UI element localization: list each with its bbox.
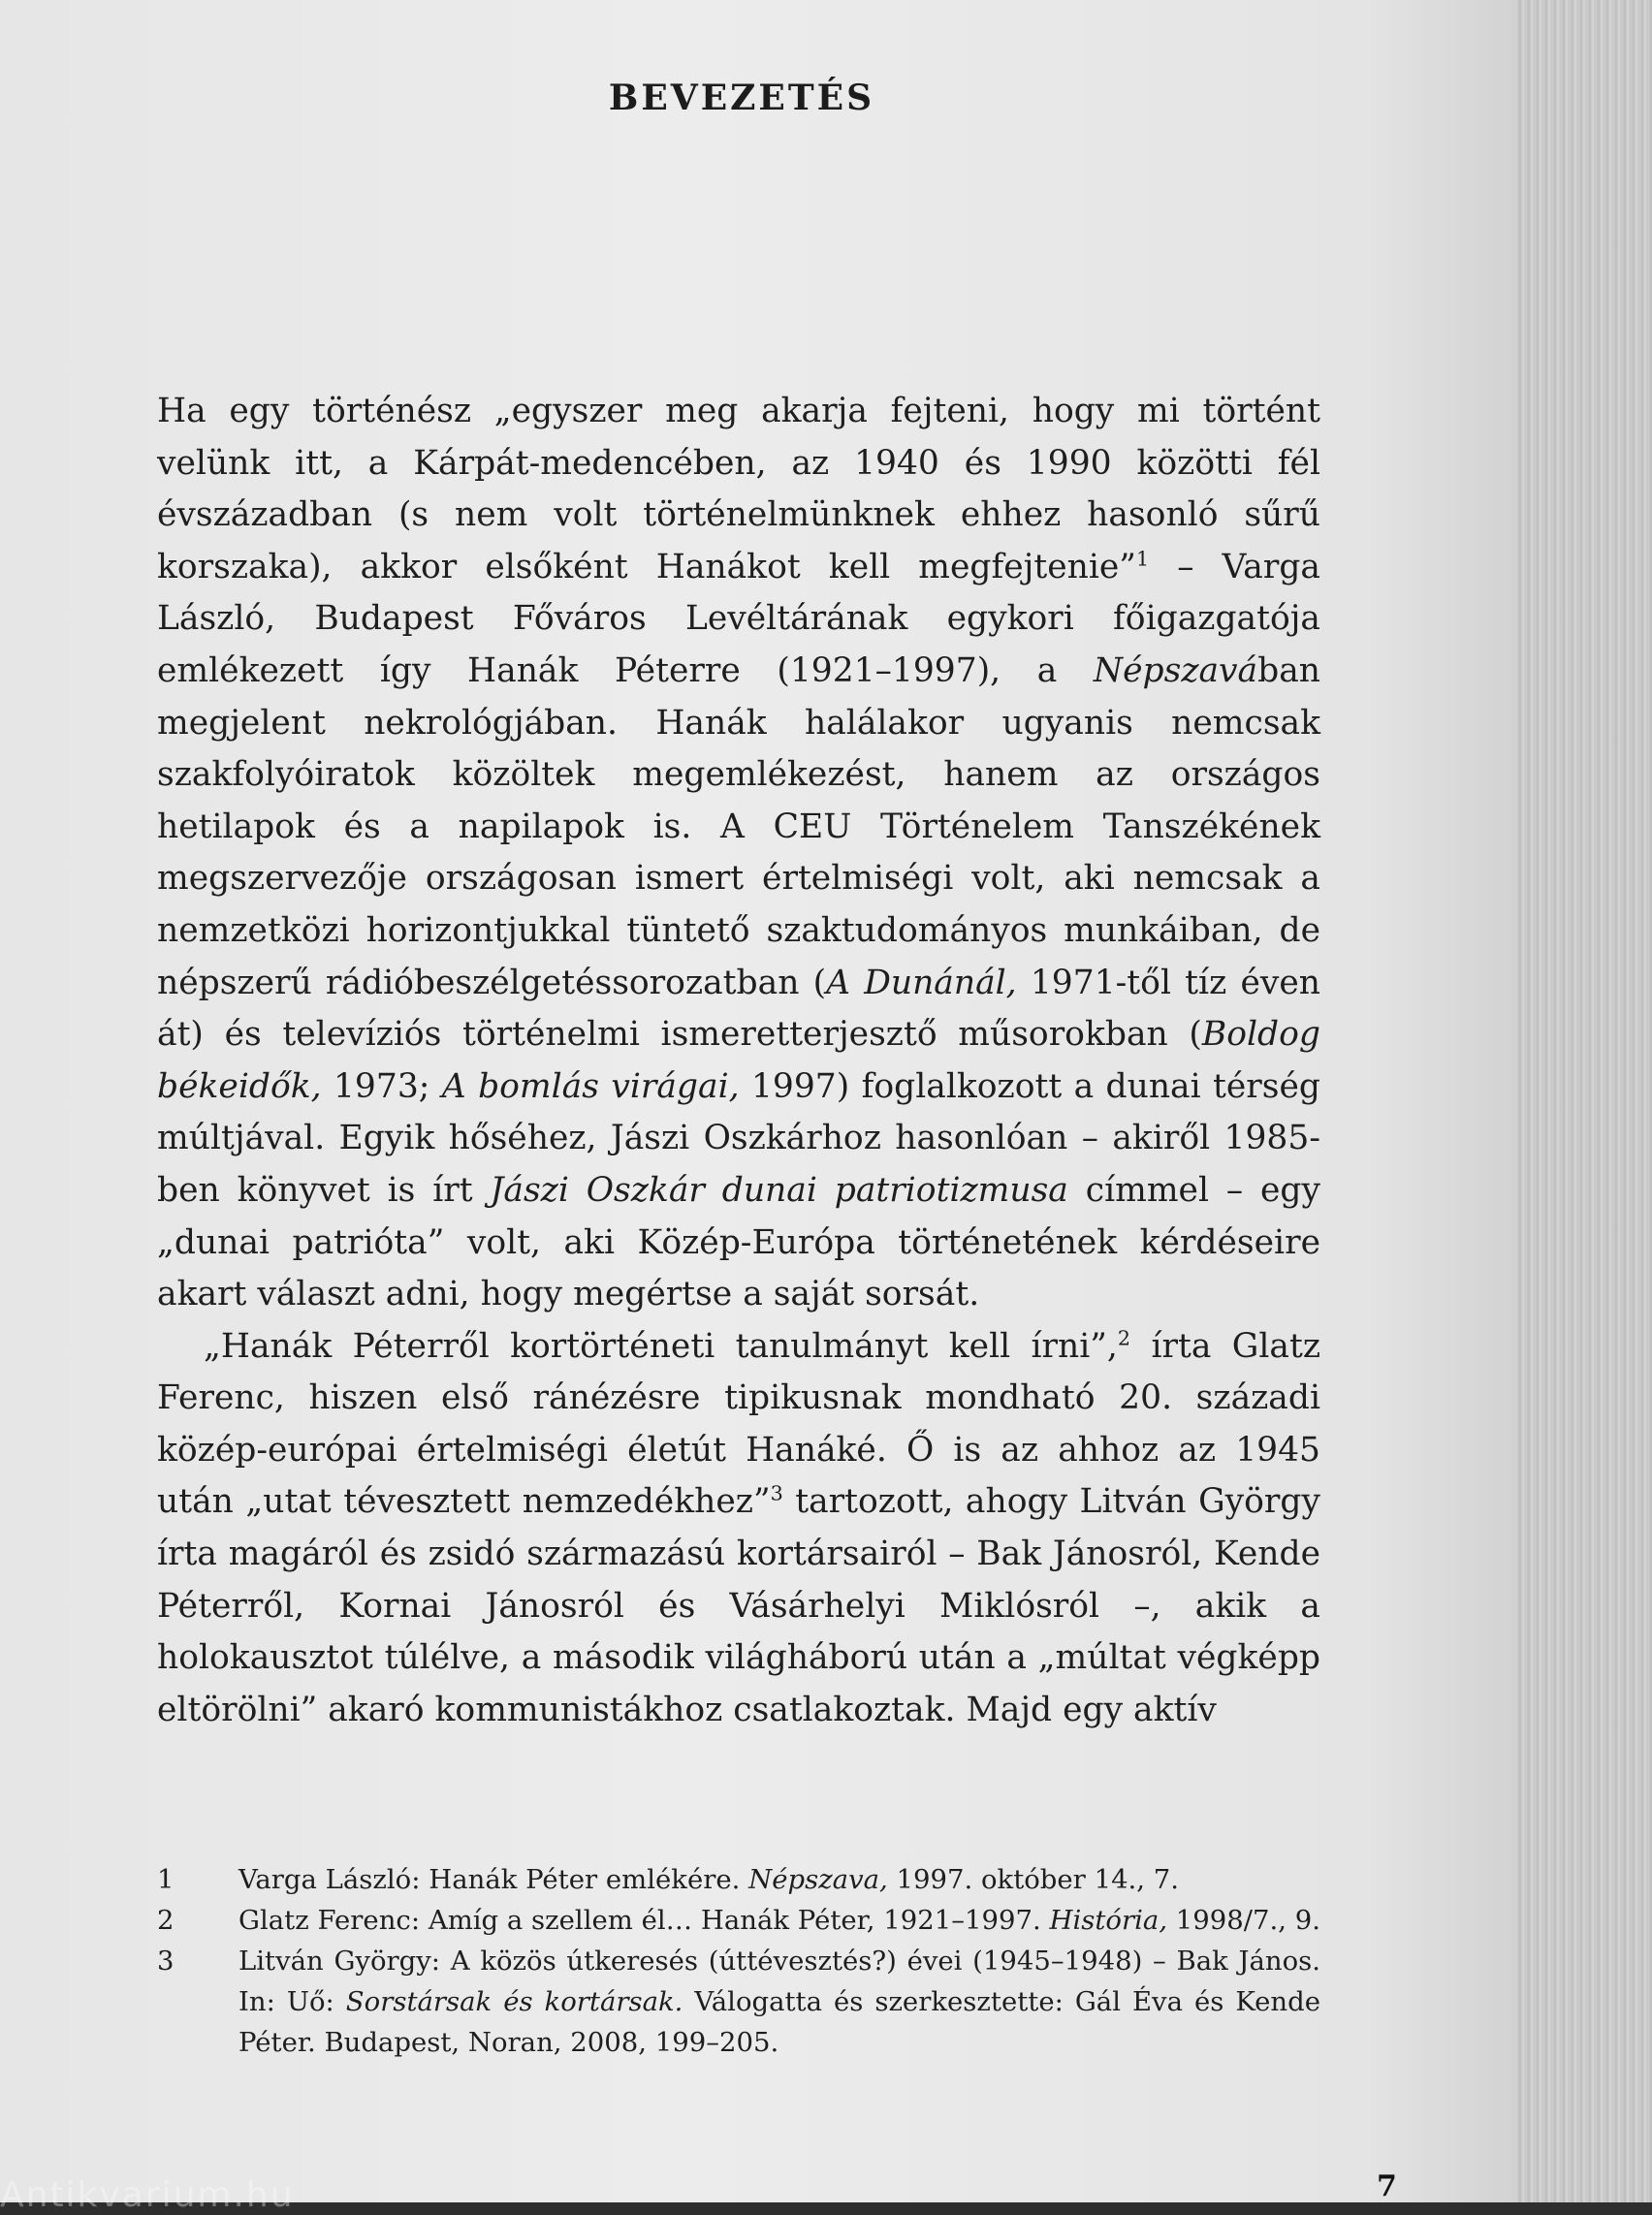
text-run: Ha egy történész „egyszer meg akarja fejteni, hogy mi történt velünk itt, a Kárpát-medencében, az 1940 és 1990 közötti fél évszázadban (s nem volt történelmünknek ehhez hasonló sűrű korszaka), akkor elsőként Hanákot kell megfejtenie”	[157, 392, 1320, 586]
page-number: 7	[1377, 2169, 1397, 2203]
chapter-heading: BEVEZETÉS	[608, 78, 875, 118]
text-run: címmel – egy „dunai patrióta” volt, aki Közép-Európa történetének kérdéseire akart választ adni, hogy megértse a saját sorsát.	[157, 1170, 1320, 1314]
italic-run: A Dunánál,	[826, 963, 1017, 1002]
text-run: „Hanák Péterről kortörténeti tanulmányt kell írni”,	[204, 1326, 1118, 1366]
footnote-ref-2: 2	[1117, 1326, 1131, 1350]
italic-run: Boldog békeidők,	[157, 1015, 1320, 1106]
page-edges	[1517, 0, 1652, 2202]
italic-run: História,	[1049, 1905, 1168, 1936]
footnote-text	[238, 1941, 1320, 2063]
text-run: 1973;	[321, 1066, 442, 1106]
watermark: Antikvarium.hu	[0, 2175, 295, 2215]
text-run: Glatz Ferenc: Amíg a szellem él… Hanák Péter, 1921–1997.	[238, 1905, 1050, 1936]
text-run: Litván György: A közös útkeresés (úttévesztés?) évei (1945–1948) – Bak János. In: Uő:	[238, 1946, 1320, 2017]
footnotes	[157, 1859, 1320, 2063]
text-run: 1997) foglalkozott a dunai térség múltjával. Egyik hőséhez, Jászi Oszkárhoz hasonlóan – akiről 1985-ben könyvet is írt	[157, 1066, 1321, 1210]
text-run: 1971-től tíz éven át) és televíziós történelmi ismeretterjesztő műsorokban (	[157, 963, 1320, 1055]
paragraph-1	[157, 386, 1320, 1321]
text-run: – Varga László, Budapest Főváros Levéltárának egykori főigazgatója emlékezett így Hanák Péterre (1921–1997), a	[157, 547, 1320, 690]
text-run: 1997. október 14., 7.	[887, 1864, 1180, 1895]
text-run: 1998/7., 9.	[1167, 1905, 1321, 1936]
footnote-ref-1: 1	[1135, 547, 1150, 571]
footnote-number: 2	[157, 1905, 175, 1936]
italic-run: Népszava,	[748, 1864, 888, 1895]
text-run: ban megjelent nekrológjában. Hanák halálakor ugyanis nemcsak szakfolyóiratok közöltek megemlékezést, hanem az országos hetilapok és a napilapok is. A CEU Történelem Tanszékének megszervezője országosan ismert értelmiségi volt, aki nemcsak a nemzetközi horizontjukkal tüntető szaktudományos munkáiban, de népszerű rádióbeszélgetéssorozatban (	[157, 650, 1320, 1002]
text-run: írta Glatz Ferenc, hiszen első ránézésre tipikusnak mondható 20. századi közép-európai értelmiségi életút Hanáké. Ő is az ahhoz az 1945 után „utat tévesztett nemzedékhez”	[157, 1326, 1320, 1522]
paragraph-2	[157, 1321, 1320, 1737]
italic-run: Jászi Oszkár dunai patriotizmusa	[490, 1170, 1068, 1210]
text-run: Válogatta és szerkesztette: Gál Éva és Kende Péter. Budapest, Noran, 2008, 199–205.	[238, 1986, 1320, 2058]
footnote-ref-3: 3	[770, 1481, 783, 1505]
italic-run: Népszavá	[1093, 650, 1258, 690]
footnote-text	[238, 1859, 1320, 1900]
body-text	[157, 386, 1320, 1736]
text-run: Varga László: Hanák Péter emlékére.	[238, 1864, 749, 1895]
footnote-text	[238, 1900, 1320, 1941]
footnote-number: 3	[157, 1946, 175, 1977]
text-run: tartozott, ahogy Litván György írta magáról és zsidó származású kortársairól – Bak Jánosról, Kende Péterről, Kornai Jánosról és Vásárhelyi Miklósról –, akik a holokausztot túlélve, a második világháború után a „múltat végképp eltörölni” akaró kommunistákhoz csatlakoztak. Majd egy aktív	[157, 1482, 1320, 1729]
footnote-1	[157, 1859, 1320, 1900]
italic-run: Sorstársak és kortársak.	[345, 1986, 683, 2017]
footnote-3	[157, 1941, 1320, 2063]
italic-run: A bomlás virágai,	[441, 1066, 740, 1106]
footnote-2	[157, 1900, 1320, 1941]
footnote-number: 1	[157, 1864, 175, 1895]
